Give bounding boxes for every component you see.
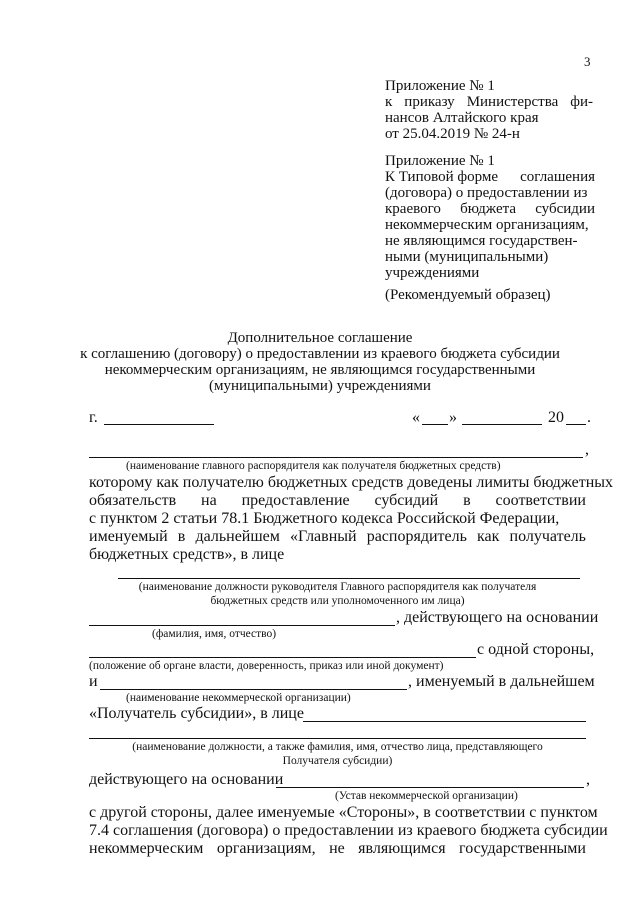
word: бюджета xyxy=(460,201,517,217)
word: краевого xyxy=(385,201,441,217)
recommended-sample: (Рекомендуемый образец) xyxy=(385,287,551,303)
appendix1-line4: от 25.04.2019 № 24-н xyxy=(385,126,520,142)
word: на xyxy=(201,492,217,509)
word: в xyxy=(463,492,471,509)
word: распорядитель xyxy=(366,528,467,545)
appendix1-line2 xyxy=(385,94,593,111)
word: «Главный xyxy=(290,528,357,545)
word: фи- xyxy=(570,94,593,110)
page-number: 3 xyxy=(584,54,591,69)
word: получатель xyxy=(509,528,586,545)
word: государственными xyxy=(459,840,586,857)
appendix1-line1: Приложение № 1 xyxy=(385,78,495,94)
appendix2-line7: ными (муниципальными) xyxy=(385,249,549,265)
appendix2-line4 xyxy=(385,201,595,218)
city-blank[interactable] xyxy=(104,424,214,425)
word: организациям, xyxy=(216,840,316,857)
year-prefix: 20 xyxy=(548,409,564,426)
word: субсидии xyxy=(535,201,595,217)
word: приказу xyxy=(404,94,455,110)
p1-line1: которому как получателю бюджетных средств доведены лимиты бюджетных xyxy=(89,474,614,491)
doc-title-line3: некоммерческим организациям, не являющимся государственными xyxy=(104,362,536,378)
comma: , xyxy=(586,771,590,788)
caption-representative-line2: Получателя субсидии) xyxy=(282,755,393,767)
caption-position-line1: (наименование должности руководителя Главного распорядителя как получателя xyxy=(138,581,537,593)
p1-line5: бюджетных средств», в лице xyxy=(89,546,285,563)
acting-on-basis-label: действующего на основании xyxy=(89,771,284,788)
day-blank[interactable] xyxy=(422,424,448,425)
appendix2-line3: (договора) о предоставлении из xyxy=(385,185,588,201)
month-blank[interactable] xyxy=(462,424,542,425)
word: некоммерческим xyxy=(89,840,204,857)
recipient-rep-blank[interactable] xyxy=(303,721,586,722)
fio-blank[interactable] xyxy=(89,625,395,626)
word: не xyxy=(329,840,345,857)
p2-line3 xyxy=(89,840,586,858)
caption-main-manager: (наименование главного распорядителя как получателя бюджетных средств) xyxy=(126,460,501,472)
one-side-label: с одной стороны, xyxy=(477,641,595,658)
word: как xyxy=(477,528,500,545)
p1-line4 xyxy=(89,528,586,546)
charter-blank[interactable] xyxy=(276,787,584,788)
recipient-in-person-label: «Получатель субсидии», в лице xyxy=(89,705,304,722)
named-further-label: , именуемый в дальнейшем xyxy=(408,673,595,690)
appendix2-line5: некоммерческим организациям, xyxy=(385,217,589,233)
appendix1-line3: нансов Алтайского края xyxy=(385,110,539,126)
comma: , xyxy=(585,441,589,458)
caption-nko: (наименование некоммерческой организации) xyxy=(126,692,351,704)
caption-position-line2: бюджетных средств или уполномоченного им лица) xyxy=(210,595,465,607)
date-dot: . xyxy=(587,409,591,426)
word: предоставление xyxy=(241,492,350,509)
word: соглашения xyxy=(520,169,595,185)
caption-charter: (Устав некоммерческой организации) xyxy=(335,790,518,802)
document-blank[interactable] xyxy=(89,657,476,658)
word: в xyxy=(177,528,186,545)
word: являющимся xyxy=(358,840,446,857)
representative-blank[interactable] xyxy=(89,738,586,739)
word: к xyxy=(385,94,393,110)
word: обязательств xyxy=(89,492,177,509)
appendix2-line1: Приложение № 1 xyxy=(385,153,495,169)
appendix2-line6: не являющимся государствен- xyxy=(385,233,578,249)
caption-fio: (фамилия, имя, отчество) xyxy=(152,628,277,640)
main-manager-blank[interactable] xyxy=(89,457,583,458)
p1-line2 xyxy=(89,492,586,510)
word: соответствии xyxy=(495,492,586,509)
word: Министерства xyxy=(466,94,559,110)
acting-basis-label: , действующего на основании xyxy=(396,609,599,626)
doc-title-line2: к соглашению (договору) о предоставлении из краевого бюджета субсидии xyxy=(80,346,560,362)
p1-line3: с пунктом 2 статьи 78.1 Бюджетного кодекса Российской Федерации, xyxy=(89,510,560,527)
nko-name-blank[interactable] xyxy=(100,689,407,690)
word: именуемый xyxy=(89,528,168,545)
quote-open: « xyxy=(412,409,420,426)
caption-document: (положение об органе власти, доверенность, приказ или иной документ) xyxy=(89,660,444,672)
appendix2-line8: учреждениями xyxy=(385,265,480,281)
caption-representative-line1: (наименование должности, а также фамилия, имя, отчество лица, представляющего xyxy=(132,741,543,753)
and-label: и xyxy=(89,673,98,690)
doc-title-line1: Дополнительное соглашение xyxy=(227,330,413,346)
quote-close: » xyxy=(449,409,457,426)
doc-title-line4: (муниципальными) учреждениями xyxy=(209,378,431,394)
p2-line2: 7.4 соглашения (договора) о предоставлении из краевого бюджета субсидии xyxy=(89,822,608,839)
word: К Типовой форме xyxy=(385,169,498,185)
position-blank[interactable] xyxy=(118,578,580,579)
appendix2-line2 xyxy=(385,169,595,186)
word: дальнейшем xyxy=(195,528,280,545)
word: субсидий xyxy=(374,492,439,509)
year-blank[interactable] xyxy=(566,424,586,425)
city-label: г. xyxy=(89,409,98,426)
p2-line1: с другой стороны, далее именуемые «Стороны», в соответствии с пунктом xyxy=(89,804,598,821)
